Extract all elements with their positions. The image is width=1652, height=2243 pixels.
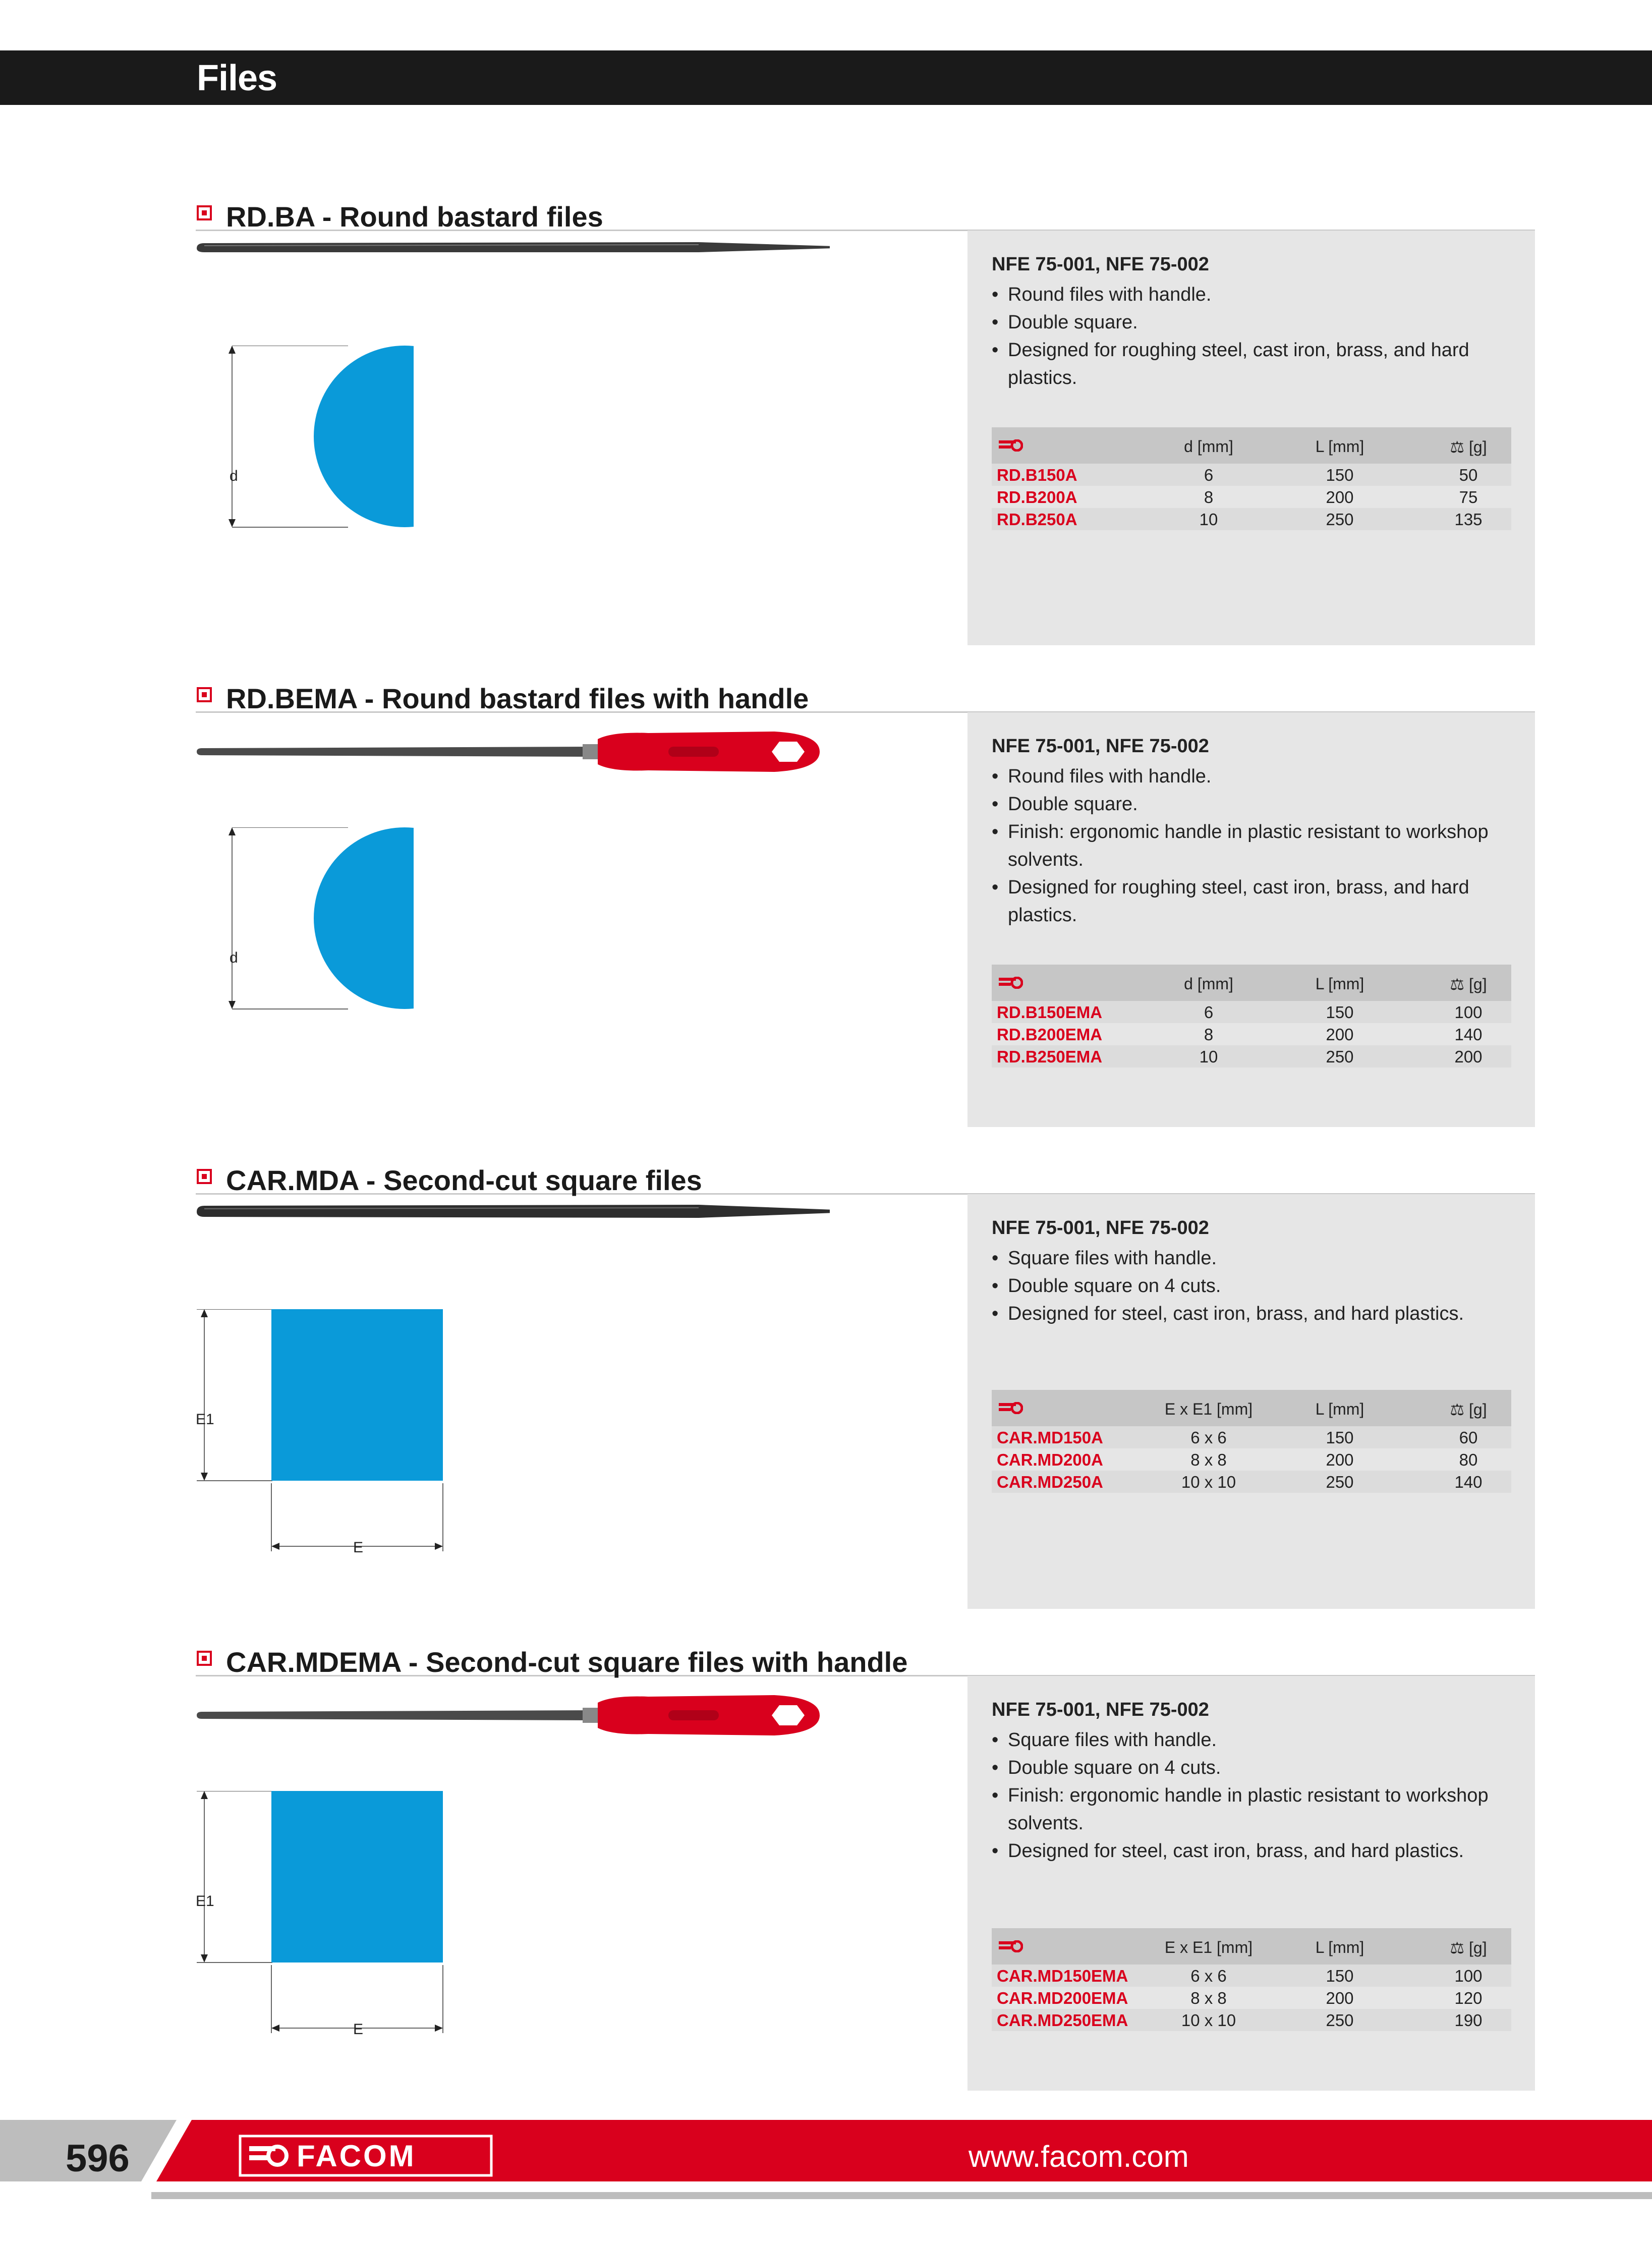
cell-dimension: 6 x 6 [1190, 1967, 1227, 1985]
feature-item: • Square files with handle. [992, 1245, 1511, 1272]
col-length: L [mm] [1315, 975, 1364, 993]
facom-reference-icon [999, 977, 1023, 989]
table-row [992, 1965, 1511, 1987]
ref-code: CAR.MD150A [997, 1428, 1103, 1447]
ref-code: RD.B150EMA [997, 1003, 1103, 1022]
cell-dimension: 6 x 6 [1190, 1428, 1227, 1447]
ref-code: CAR.MD200A [997, 1450, 1103, 1469]
cell-dimension: 8 x 8 [1190, 1450, 1227, 1469]
section-marker-icon [197, 1651, 212, 1666]
diagram-label-d: d [230, 949, 238, 966]
spec-table [992, 427, 1511, 530]
standard-text: NFE 75-001, NFE 75-002 [992, 1217, 1209, 1239]
cell-length: 150 [1326, 466, 1354, 484]
cell-length: 150 [1326, 1003, 1354, 1022]
cell-weight: 75 [1459, 488, 1478, 507]
spec-table-rows [992, 464, 1511, 530]
cell-length: 200 [1326, 1025, 1354, 1044]
spec-table [992, 965, 1511, 1068]
ref-code: CAR.MD150EMA [997, 1967, 1128, 1985]
spec-panel [967, 712, 1535, 1127]
col-weight: ⚖ [g] [1450, 438, 1487, 456]
feature-item: • Double square. [992, 309, 1511, 337]
ref-code: CAR.MD250A [997, 1473, 1103, 1491]
col-dimension: d [mm] [1184, 437, 1233, 456]
page-number: 596 [66, 2137, 130, 2180]
col-dimension: d [mm] [1184, 975, 1233, 993]
diagram-label-e1: E1 [196, 1411, 214, 1428]
feature-item: • Round files with handle. [992, 763, 1511, 791]
cell-length: 200 [1326, 1989, 1354, 2007]
square-cross-section-diagram [192, 1309, 454, 1582]
table-row [992, 1045, 1511, 1068]
feature-item: • Double square. [992, 791, 1511, 818]
title-bar [0, 50, 1652, 105]
spec-table-header [992, 965, 1511, 1001]
cell-dimension: 6 [1204, 466, 1214, 484]
product-section-car-mdema [0, 1645, 1652, 2119]
cell-weight: 80 [1459, 1450, 1478, 1469]
section-header [196, 681, 1535, 713]
cell-dimension: 8 x 8 [1190, 1989, 1227, 2007]
cell-dimension: 8 [1204, 1025, 1214, 1044]
cell-length: 200 [1326, 1450, 1354, 1469]
square-cross-section-diagram [192, 1791, 454, 2063]
section-marker-icon [197, 687, 212, 702]
cell-length: 200 [1326, 488, 1354, 507]
col-dimension: E x E1 [mm] [1164, 1400, 1253, 1418]
cell-weight: 200 [1454, 1047, 1483, 1066]
square-file-image [194, 1201, 830, 1226]
cell-weight: 100 [1454, 1003, 1483, 1022]
spec-table-rows [992, 1426, 1511, 1493]
section-header [196, 1645, 1535, 1676]
spec-table-header [992, 427, 1511, 464]
cell-dimension: 10 [1199, 1047, 1218, 1066]
cell-weight: 135 [1454, 510, 1483, 529]
circle-cross-section-diagram [192, 827, 414, 1019]
product-section-rd-ba [0, 199, 1652, 674]
facom-reference-icon [999, 439, 1023, 452]
cell-length: 250 [1326, 1047, 1354, 1066]
table-row [992, 1023, 1511, 1045]
spec-table [992, 1928, 1511, 2031]
spec-table [992, 1390, 1511, 1493]
feature-item: • Square files with handle. [992, 1726, 1511, 1754]
ref-code: CAR.MD250EMA [997, 2011, 1128, 2030]
cell-length: 150 [1326, 1428, 1354, 1447]
round-file-with-handle-image [194, 719, 830, 784]
standard-text: NFE 75-001, NFE 75-002 [992, 736, 1209, 757]
feature-item: • Double square on 4 cuts. [992, 1272, 1511, 1300]
section-heading: CAR.MDEMA - Second-cut square files with handle [226, 1646, 908, 1678]
facom-logo [237, 2133, 494, 2178]
feature-item: • Finish: ergonomic handle in plastic resistant to workshop solvents. [992, 818, 1511, 874]
cell-length: 250 [1326, 1473, 1354, 1491]
footer-rule [151, 2192, 1652, 2199]
diagram-label-e: E [353, 1539, 364, 1556]
col-weight: ⚖ [g] [1450, 975, 1487, 993]
cell-length: 150 [1326, 1967, 1354, 1985]
cell-weight: 190 [1454, 2011, 1483, 2030]
product-section-car-mda [0, 1163, 1652, 1637]
facom-reference-icon [999, 1940, 1023, 1952]
weight-icon: ⚖ [1450, 1939, 1469, 1957]
section-header [196, 199, 1535, 231]
spec-panel [967, 1676, 1535, 2091]
section-heading: CAR.MDA - Second-cut square files [226, 1164, 702, 1196]
col-dimension: E x E1 [mm] [1164, 1938, 1253, 1956]
cell-weight: 120 [1454, 1989, 1483, 2007]
weight-icon: ⚖ [1450, 1400, 1469, 1419]
feature-list [992, 763, 1511, 929]
feature-item: • Designed for roughing steel, cast iron, brass, and hard plastics. [992, 337, 1511, 392]
cell-weight: 50 [1459, 466, 1478, 484]
page-title: Files [197, 58, 277, 98]
feature-item: • Round files with handle. [992, 281, 1511, 309]
website-link[interactable]: www.facom.com [969, 2140, 1189, 2173]
table-row [992, 486, 1511, 508]
ref-code: RD.B250EMA [997, 1047, 1103, 1066]
spec-table-header [992, 1390, 1511, 1426]
spec-table-rows [992, 1965, 1511, 2031]
ref-code: RD.B200EMA [997, 1025, 1103, 1044]
ref-code: CAR.MD200EMA [997, 1989, 1128, 2007]
section-marker-icon [197, 205, 212, 220]
section-heading: RD.BA - Round bastard files [226, 201, 603, 233]
table-row [992, 1471, 1511, 1493]
cell-weight: 60 [1459, 1428, 1478, 1447]
feature-list [992, 1726, 1511, 1865]
square-file-with-handle-image [194, 1683, 830, 1748]
cell-length: 250 [1326, 510, 1354, 529]
round-file-image [194, 237, 830, 262]
section-header [196, 1163, 1535, 1195]
table-row [992, 508, 1511, 530]
feature-list [992, 1245, 1511, 1328]
ref-code: RD.B150A [997, 466, 1077, 484]
feature-item: • Designed for steel, cast iron, brass, and hard plastics. [992, 1837, 1511, 1865]
facom-reference-icon [999, 1402, 1023, 1414]
feature-list [992, 281, 1511, 392]
col-length: L [mm] [1315, 1938, 1364, 1956]
table-row [992, 1987, 1511, 2009]
cell-dimension: 10 x 10 [1181, 2011, 1236, 2030]
section-marker-icon [197, 1169, 212, 1184]
cell-dimension: 6 [1204, 1003, 1214, 1022]
diagram-label-e1: E1 [196, 1893, 214, 1910]
table-row [992, 1001, 1511, 1023]
cell-length: 250 [1326, 2011, 1354, 2030]
weight-icon: ⚖ [1450, 975, 1469, 993]
cell-dimension: 10 [1199, 510, 1218, 529]
table-row [992, 1426, 1511, 1448]
spec-table-header [992, 1928, 1511, 1965]
circle-cross-section-diagram [192, 346, 414, 537]
standard-text: NFE 75-001, NFE 75-002 [992, 254, 1209, 275]
ref-code: RD.B200A [997, 488, 1077, 507]
spec-panel [967, 1194, 1535, 1609]
weight-icon: ⚖ [1450, 438, 1469, 456]
cell-weight: 140 [1454, 1025, 1483, 1044]
spec-panel [967, 231, 1535, 645]
diagram-label-e: E [353, 2021, 364, 2038]
col-length: L [mm] [1315, 1400, 1364, 1418]
product-section-rd-bema [0, 681, 1652, 1155]
cell-weight: 140 [1454, 1473, 1483, 1491]
feature-item: • Finish: ergonomic handle in plastic resistant to workshop solvents. [992, 1782, 1511, 1837]
feature-item: • Double square on 4 cuts. [992, 1754, 1511, 1782]
cell-weight: 100 [1454, 1967, 1483, 1985]
col-weight: ⚖ [g] [1450, 1400, 1487, 1419]
table-row [992, 1448, 1511, 1471]
spec-table-rows [992, 1001, 1511, 1068]
col-weight: ⚖ [g] [1450, 1939, 1487, 1957]
brand-text: FACOM [297, 2139, 416, 2173]
feature-item: • Designed for steel, cast iron, brass, and hard plastics. [992, 1300, 1511, 1328]
col-length: L [mm] [1315, 437, 1364, 456]
standard-text: NFE 75-001, NFE 75-002 [992, 1699, 1209, 1720]
cell-dimension: 8 [1204, 488, 1214, 507]
diagram-label-d: d [230, 468, 238, 484]
ref-code: RD.B250A [997, 510, 1077, 529]
table-row [992, 2009, 1511, 2031]
table-row [992, 464, 1511, 486]
section-heading: RD.BEMA - Round bastard files with handle [226, 683, 809, 714]
feature-item: • Designed for roughing steel, cast iron, brass, and hard plastics. [992, 874, 1511, 929]
cell-dimension: 10 x 10 [1181, 1473, 1236, 1491]
